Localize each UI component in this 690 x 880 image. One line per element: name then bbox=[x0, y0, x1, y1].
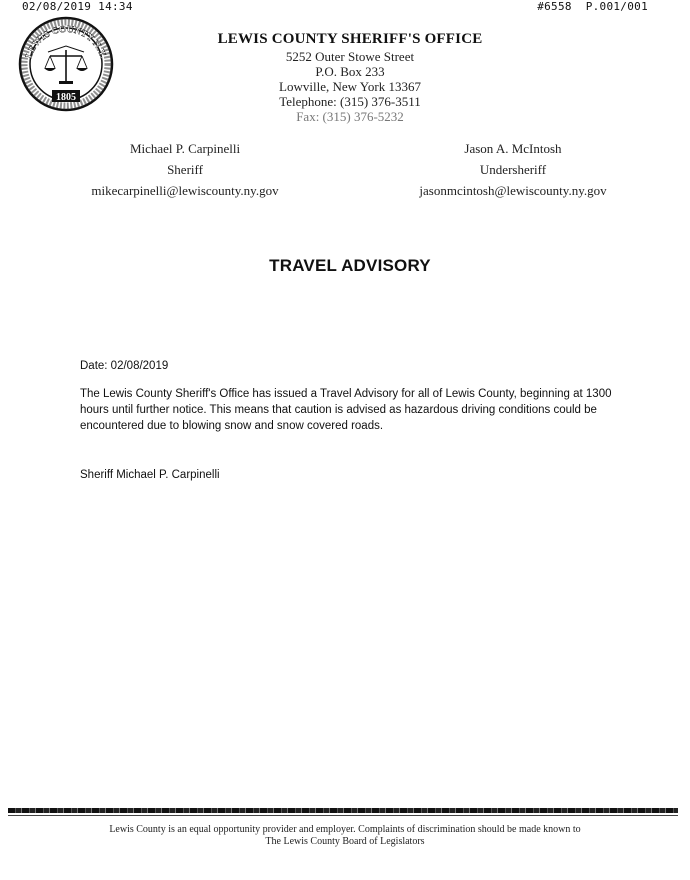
seal-top-text: LEWIS COUNTY N.Y. bbox=[24, 24, 108, 60]
sheriff-title: Sheriff bbox=[167, 162, 203, 177]
advisory-signature: Sheriff Michael P. Carpinelli bbox=[80, 469, 220, 481]
undersheriff-email: jasonmcintosh@lewiscounty.ny.gov bbox=[419, 183, 607, 198]
advisory-date: Date: 02/08/2019 bbox=[80, 360, 169, 372]
office-po-box: P.O. Box 233 bbox=[315, 64, 385, 79]
office-telephone: Telephone: (315) 376-3511 bbox=[279, 94, 421, 109]
fax-page-info bbox=[537, 0, 648, 13]
footer-line-1: Lewis County is an equal opportunity provider and employer. Complaints of discrimination should be made known to bbox=[109, 824, 581, 835]
fax-datetime: 02/08/2019 14:34 bbox=[22, 0, 133, 13]
advisory-body: The Lewis County Sheriff's Office has issued a Travel Advisory for all of Lewis County, beginning at 1300 hours until further notice. This means that caution is advised as hazardous driving conditions could be encountered due to blowing snow and snow covered roads. bbox=[80, 388, 612, 432]
undersheriff-name: Jason A. McIntosh bbox=[464, 141, 562, 156]
footer-line-2: The Lewis County Board of Legislators bbox=[265, 836, 425, 847]
footer-divider-thin bbox=[8, 815, 678, 816]
office-fax: Fax: (315) 376-5232 bbox=[296, 109, 404, 124]
fax-transmission-header bbox=[0, 0, 690, 14]
advisory-title: TRAVEL ADVISORY bbox=[269, 256, 431, 275]
seal-year: 1805 bbox=[56, 92, 76, 103]
county-seal bbox=[18, 16, 114, 112]
undersheriff-title: Undersheriff bbox=[479, 162, 547, 177]
fax-job-number: #6558 bbox=[537, 0, 572, 13]
fax-page-count: P.001/001 bbox=[585, 0, 648, 13]
footer-divider bbox=[8, 808, 678, 813]
undersheriff-contact bbox=[388, 138, 638, 201]
sheriff-email: mikecarpinelli@lewiscounty.ny.gov bbox=[91, 183, 279, 198]
sheriff-contact bbox=[60, 138, 310, 201]
office-name: LEWIS COUNTY SHERIFF'S OFFICE bbox=[217, 31, 483, 47]
footer-notice bbox=[60, 824, 630, 848]
sheriff-name: Michael P. Carpinelli bbox=[129, 141, 241, 156]
office-city: Lowville, New York 13367 bbox=[279, 79, 421, 94]
sheriff-office-letterhead bbox=[200, 30, 500, 124]
office-street: 5252 Outer Stowe Street bbox=[285, 49, 415, 64]
